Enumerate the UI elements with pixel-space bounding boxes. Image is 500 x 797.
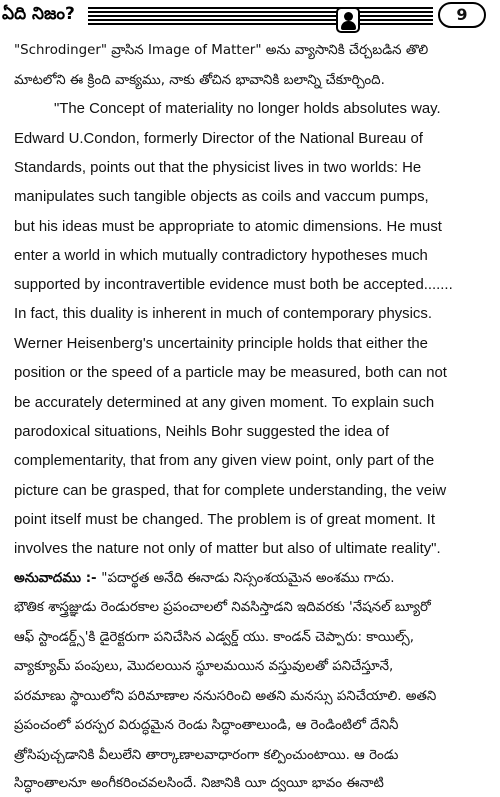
- line-text: సిద్ధాంతాలనూ అంగీకరించవలసిందే. నిజానికి యీ ద్వయీ భావం ఈనాటి: [14, 776, 384, 791]
- text-line: [14, 70, 484, 94]
- line-text: ఆఫ్ స్టాండర్డ్స్'కి డైరెక్టరుగా పనిచేసిన ఎడ్వర్డ్ యు. కాండన్ చెప్పారు: కాయిల్స్,: [14, 630, 414, 645]
- line-text: భౌతిక శాస్త్రజ్ఞుడు రెండురకాల ప్రపంచాలలో నివసిస్తాడని ఇదివరకు 'నేషనల్ బ్యూరో: [14, 600, 431, 615]
- text-line: [14, 216, 484, 240]
- line-text: manipulates such tangible objects as coils and vaccum pumps,: [14, 189, 429, 205]
- line-text: complementarity, that from any given view point, only part of the: [14, 453, 435, 469]
- text-line: [14, 509, 484, 533]
- text-line: [14, 745, 484, 769]
- text-line: [14, 40, 484, 64]
- line-text: point itself must be changed. The problem is of great moment. It: [14, 512, 436, 528]
- text-line: [14, 392, 484, 416]
- text-line: [14, 245, 484, 269]
- line-text: enter a world in which mutually contradictory hypotheses much: [14, 248, 428, 264]
- line-text: వ్యాక్యూమ్ పంపులు, మొదలయిన స్థూలమయిన వస్తువులతో పనిచేస్తూనే,: [14, 659, 394, 674]
- line-text: supported by incontravertible evidence must both be accepted.......: [14, 277, 453, 293]
- text-line: [14, 186, 484, 210]
- line-text: picture can be grasped, that for complete understanding, the veiw: [14, 483, 447, 499]
- line-text: Edward U.Condon, formerly Director of the National Bureau of: [14, 131, 423, 147]
- text-line: [14, 157, 484, 181]
- line-text: position or the speed of a particle may be measured, both can not: [14, 365, 447, 381]
- line-text: "పదార్థత అనేది ఈనాడు నిస్సంశయమైన అంశము గాదు.: [101, 571, 395, 586]
- line-text: పరమాణు స్థాయిలోని పరిమాణాల ననుసరించి అతని మనస్సు పనిచేయాలి. అతని: [14, 689, 437, 704]
- line-text: Standards, points out that the physicist lives in two worlds: He: [14, 160, 422, 176]
- text-line: [14, 773, 484, 797]
- text-line: [14, 421, 484, 445]
- translation-label: అనువాదము :-: [14, 571, 102, 586]
- line-text: In fact, this duality is inherent in much of contemporary physics.: [14, 306, 432, 322]
- header-rule: [88, 11, 433, 13]
- text-line: [14, 627, 484, 651]
- text-line: [14, 656, 484, 680]
- line-text: "The Concept of materiality no longer holds absolutes way.: [54, 101, 441, 117]
- text-line: [54, 98, 484, 122]
- text-line: [14, 597, 484, 621]
- line-text: involves the nature not only of matter but also of ultimate reality".: [14, 541, 441, 557]
- text-line: [14, 274, 484, 298]
- text-line: [14, 303, 484, 327]
- text-line: [14, 568, 484, 592]
- line-text: but his ideas must be appropriate to atomic dimensions. He must: [14, 219, 442, 235]
- header-rule: [88, 19, 433, 21]
- text-line: [14, 128, 484, 152]
- page-header: [0, 0, 500, 32]
- text-line: [14, 715, 484, 739]
- line-text: parodoxical situations, Neihls Bohr suggested the idea of: [14, 424, 389, 440]
- text-line: [14, 362, 484, 386]
- line-text: మాటలోని ఈ క్రింది వాక్యము, నాకు తోచిన భావానికి బలాన్ని చేకూర్చింది.: [14, 73, 385, 88]
- running-title: ఏది నిజం?: [2, 4, 75, 24]
- page-number-badge: 9: [438, 2, 486, 28]
- text-line: [14, 480, 484, 504]
- line-text: త్రోసిపుచ్చడానికి వీలులేని తార్కాణాలవాధారంగా కల్పించుంటాయి. ఆ రెండు: [14, 748, 399, 763]
- line-text: Werner Heisenberg's uncertainity principle holds that either the: [14, 336, 428, 352]
- line-text: "Schrodinger" వ్రాసిన Image of Matter" అను వ్యాసానికి చేర్చబడిన తొలి: [14, 43, 429, 58]
- header-rule-lines: [88, 6, 433, 26]
- header-rule: [88, 7, 433, 9]
- text-line: [14, 538, 484, 562]
- portrait-emblem-icon: [336, 7, 360, 33]
- line-text: ప్రపంచంలో పరస్పర విరుద్ధమైన రెండు సిద్ధాంతాలుండి, ఆ రెండింటిలో దేనినీ: [14, 718, 399, 733]
- text-line: [14, 333, 484, 357]
- header-rule: [88, 23, 433, 25]
- text-line: [14, 450, 484, 474]
- header-rule: [88, 15, 433, 17]
- line-text: be accurately determined at any given moment. To explain such: [14, 395, 435, 411]
- text-line: [14, 686, 484, 710]
